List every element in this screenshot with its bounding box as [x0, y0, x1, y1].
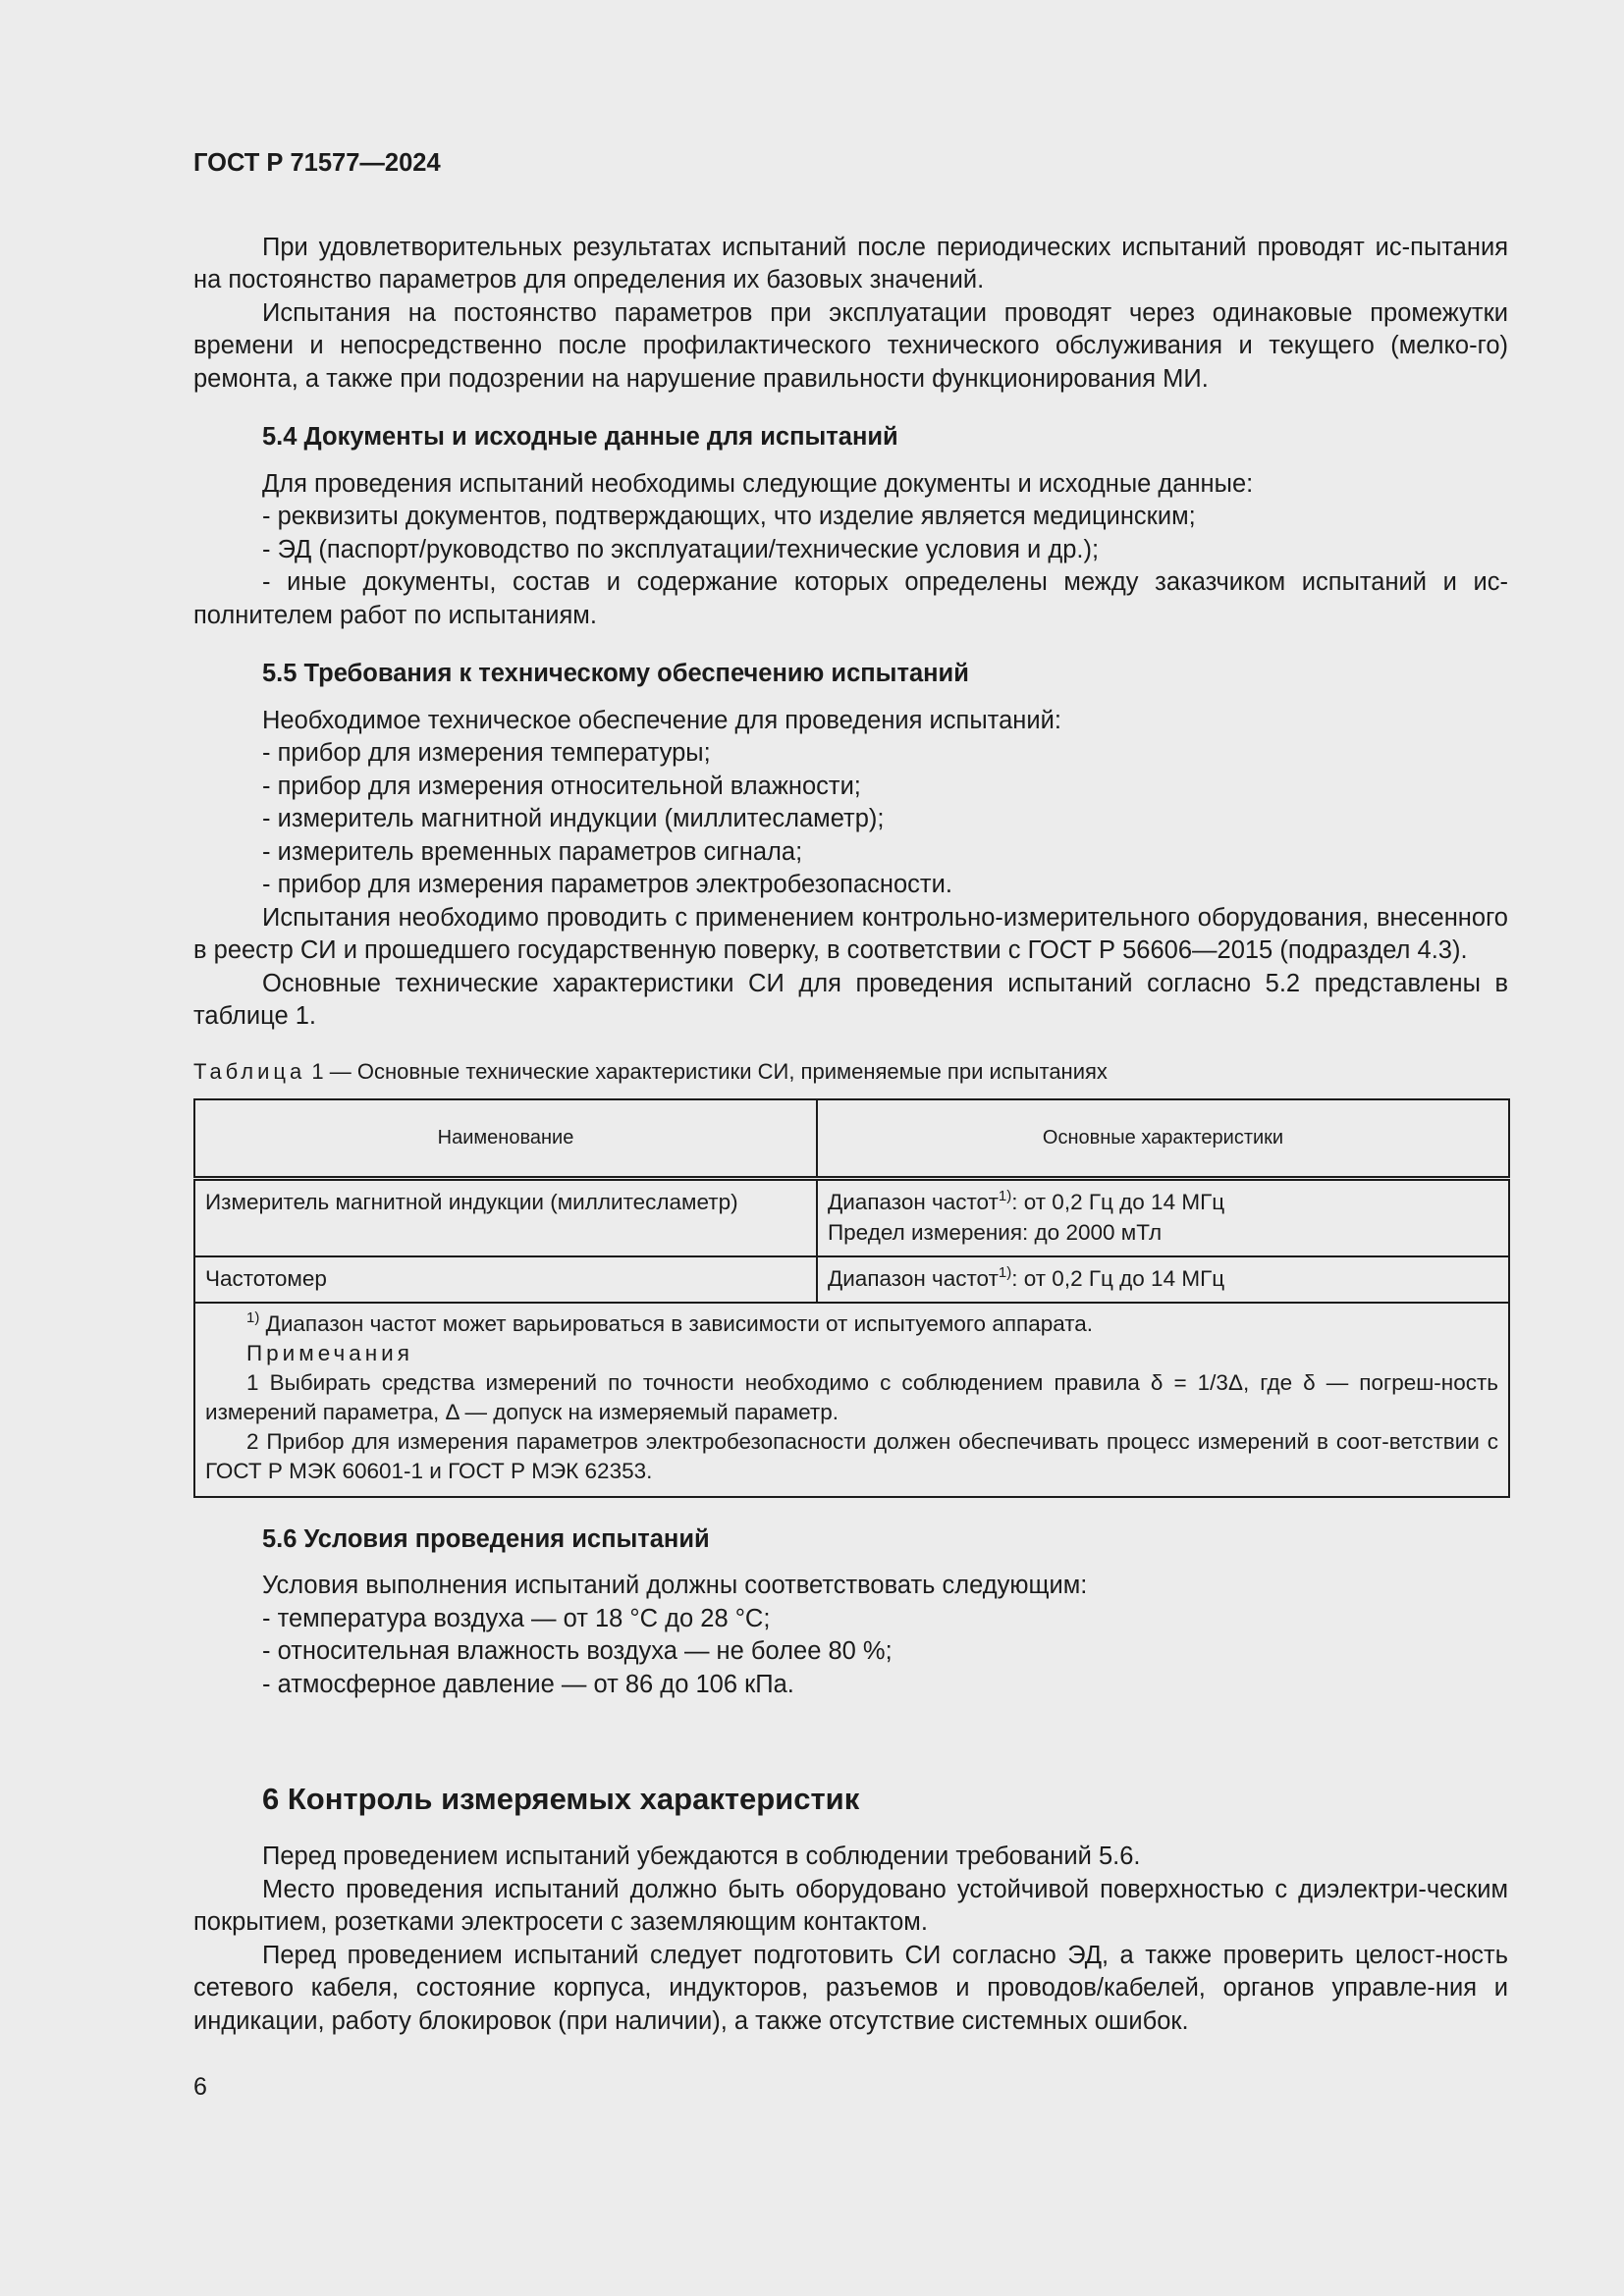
characteristic-label: Диапазон частот — [828, 1265, 999, 1291]
page-content — [193, 147, 1508, 2038]
characteristic-label: Диапазон частот — [828, 1189, 999, 1214]
section-5-4-heading: 5.4 Документы и исходные данные для испытаний — [262, 423, 898, 451]
characteristic-value: : от 0,2 Гц до 14 МГц — [1011, 1189, 1225, 1214]
document-code: ГОСТ Р 71577—2024 — [193, 149, 441, 177]
list-item: - измеритель временных параметров сигнала; — [262, 837, 803, 866]
characteristic-line: Предел измерения: до 2000 мТл — [828, 1219, 1163, 1245]
footnote-mark: 1) — [246, 1308, 260, 1326]
section-5-5-paragraph-1: Испытания необходимо проводить с применением контрольно-измерительного оборудования, внесенного в реестр СИ и прошедшего государственную поверку, в соответствии с ГОСТ Р 56606—2015 (подраздел 4.3). — [193, 903, 1508, 964]
section-5-6-heading: 5.6 Условия проведения испытаний — [262, 1524, 710, 1553]
list-item: - относительная влажность воздуха — не более 80 %; — [262, 1637, 893, 1665]
characteristic-line — [828, 1187, 1498, 1217]
list-item: - реквизиты документов, подтверждающих, что изделие является медицинским; — [262, 503, 1196, 530]
list-item: - атмосферное давление — от 86 до 106 кПа. — [262, 1670, 794, 1698]
list-item: - измеритель магнитной индукции (миллитесламетр); — [262, 805, 885, 832]
table-caption-prefix: Таблица — [193, 1058, 306, 1084]
notes-title: Примечания — [246, 1340, 413, 1365]
table-cell-name: Частотомер — [194, 1256, 817, 1303]
list-item: - иные документы, состав и содержание которых определены между заказчиком испытаний и ис-полнителем работ по испытаниям. — [193, 568, 1508, 629]
intro-paragraph-1: При удовлетворительных результатах испытаний после периодических испытаний проводят ис-пытания на постоянство параметров для определения их базовых значений. — [193, 233, 1508, 294]
section-5-5-paragraph-2: Основные технические характеристики СИ для проведения испытаний согласно 5.2 представлены в таблице 1. — [193, 969, 1508, 1030]
section-5-4-lead: Для проведения испытаний необходимы следующие документы и исходные данные: — [262, 469, 1254, 498]
section-6-heading: 6 Контроль измеряемых характеристик — [262, 1782, 860, 1816]
table-footnote — [205, 1309, 1498, 1339]
table-row — [194, 1178, 1509, 1256]
footnote-text: Диапазон частот может варьироваться в зависимости от испытуемого аппарата. — [259, 1310, 1094, 1336]
table-cell-name: Измеритель магнитной индукции (миллитесламетр) — [194, 1178, 817, 1256]
column-header-characteristics: Основные характеристики — [817, 1099, 1509, 1179]
footnote-ref: 1) — [998, 1263, 1012, 1281]
column-header-name: Наименование — [194, 1099, 817, 1179]
list-item: - прибор для измерения относительной влажности; — [262, 772, 861, 800]
table-caption-text: 1 — Основные технические характеристики СИ, применяемые при испытаниях — [305, 1058, 1108, 1084]
table-cell-characteristics — [817, 1256, 1509, 1303]
characteristic-line — [828, 1263, 1498, 1294]
list-item: - прибор для измерения параметров электробезопасности. — [262, 871, 952, 898]
section-5-5-heading: 5.5 Требования к техническому обеспечению испытаний — [262, 660, 969, 687]
list-item: - температура воздуха — от 18 °С до 28 °С; — [262, 1604, 771, 1632]
intro-paragraph-2: Испытания на постоянство параметров при эксплуатации проводят через одинаковые промежутки времени и непосредственно после профилактического технического обслуживания и текущего (мелко-го) ремонта, а также при подозрении на нарушение правильности функционирования МИ. — [193, 298, 1508, 393]
table-notes-row — [194, 1303, 1509, 1497]
section-5-5-lead: Необходимое техническое обеспечение для проведения испытаний: — [262, 706, 1061, 734]
characteristics-table — [193, 1098, 1510, 1498]
note-item: 1 Выбирать средства измерений по точности необходимо с соблюдением правила δ = 1/3Δ, где δ — погреш-ность измерений параметра, Δ — допуск на измеряемый параметр. — [205, 1369, 1498, 1424]
characteristic-value: : от 0,2 Гц до 14 МГц — [1011, 1265, 1225, 1291]
list-item: - прибор для измерения температуры; — [262, 739, 711, 767]
list-item: - ЭД (паспорт/руководство по эксплуатации/технические условия и др.); — [262, 535, 1100, 563]
section-5-6-lead: Условия выполнения испытаний должны соответствовать следующим: — [262, 1572, 1088, 1599]
footnote-ref: 1) — [998, 1187, 1012, 1204]
table-row — [194, 1256, 1509, 1303]
note-item: 2 Прибор для измерения параметров электробезопасности должен обеспечивать процесс измерений в соот-ветствии с ГОСТ Р МЭК 60601-1 и ГОСТ Р МЭК 62353. — [205, 1428, 1498, 1483]
table-notes-cell — [194, 1303, 1509, 1497]
section-6-paragraph-1: Перед проведением испытаний убеждаются в соблюдении требований 5.6. — [262, 1842, 1141, 1870]
table-cell-characteristics — [817, 1178, 1509, 1256]
section-6-paragraph-3: Перед проведением испытаний следует подготовить СИ согласно ЭД, а также проверить целост-ность сетевого кабеля, состояние корпуса, индукторов, разъемов и проводов/кабелей, органов управле-ния и индикации, работу блокировок (при наличии), а также отсутствие системных ошибок. — [193, 1941, 1508, 2035]
table-caption — [193, 1057, 1508, 1087]
section-6-paragraph-2: Место проведения испытаний должно быть оборудовано устойчивой поверхностью с диэлектри-ческим покрытием, розетками электросети с заземляющим контактом. — [193, 1875, 1508, 1936]
page-number: 6 — [193, 2073, 207, 2101]
table-header-row — [194, 1099, 1509, 1179]
